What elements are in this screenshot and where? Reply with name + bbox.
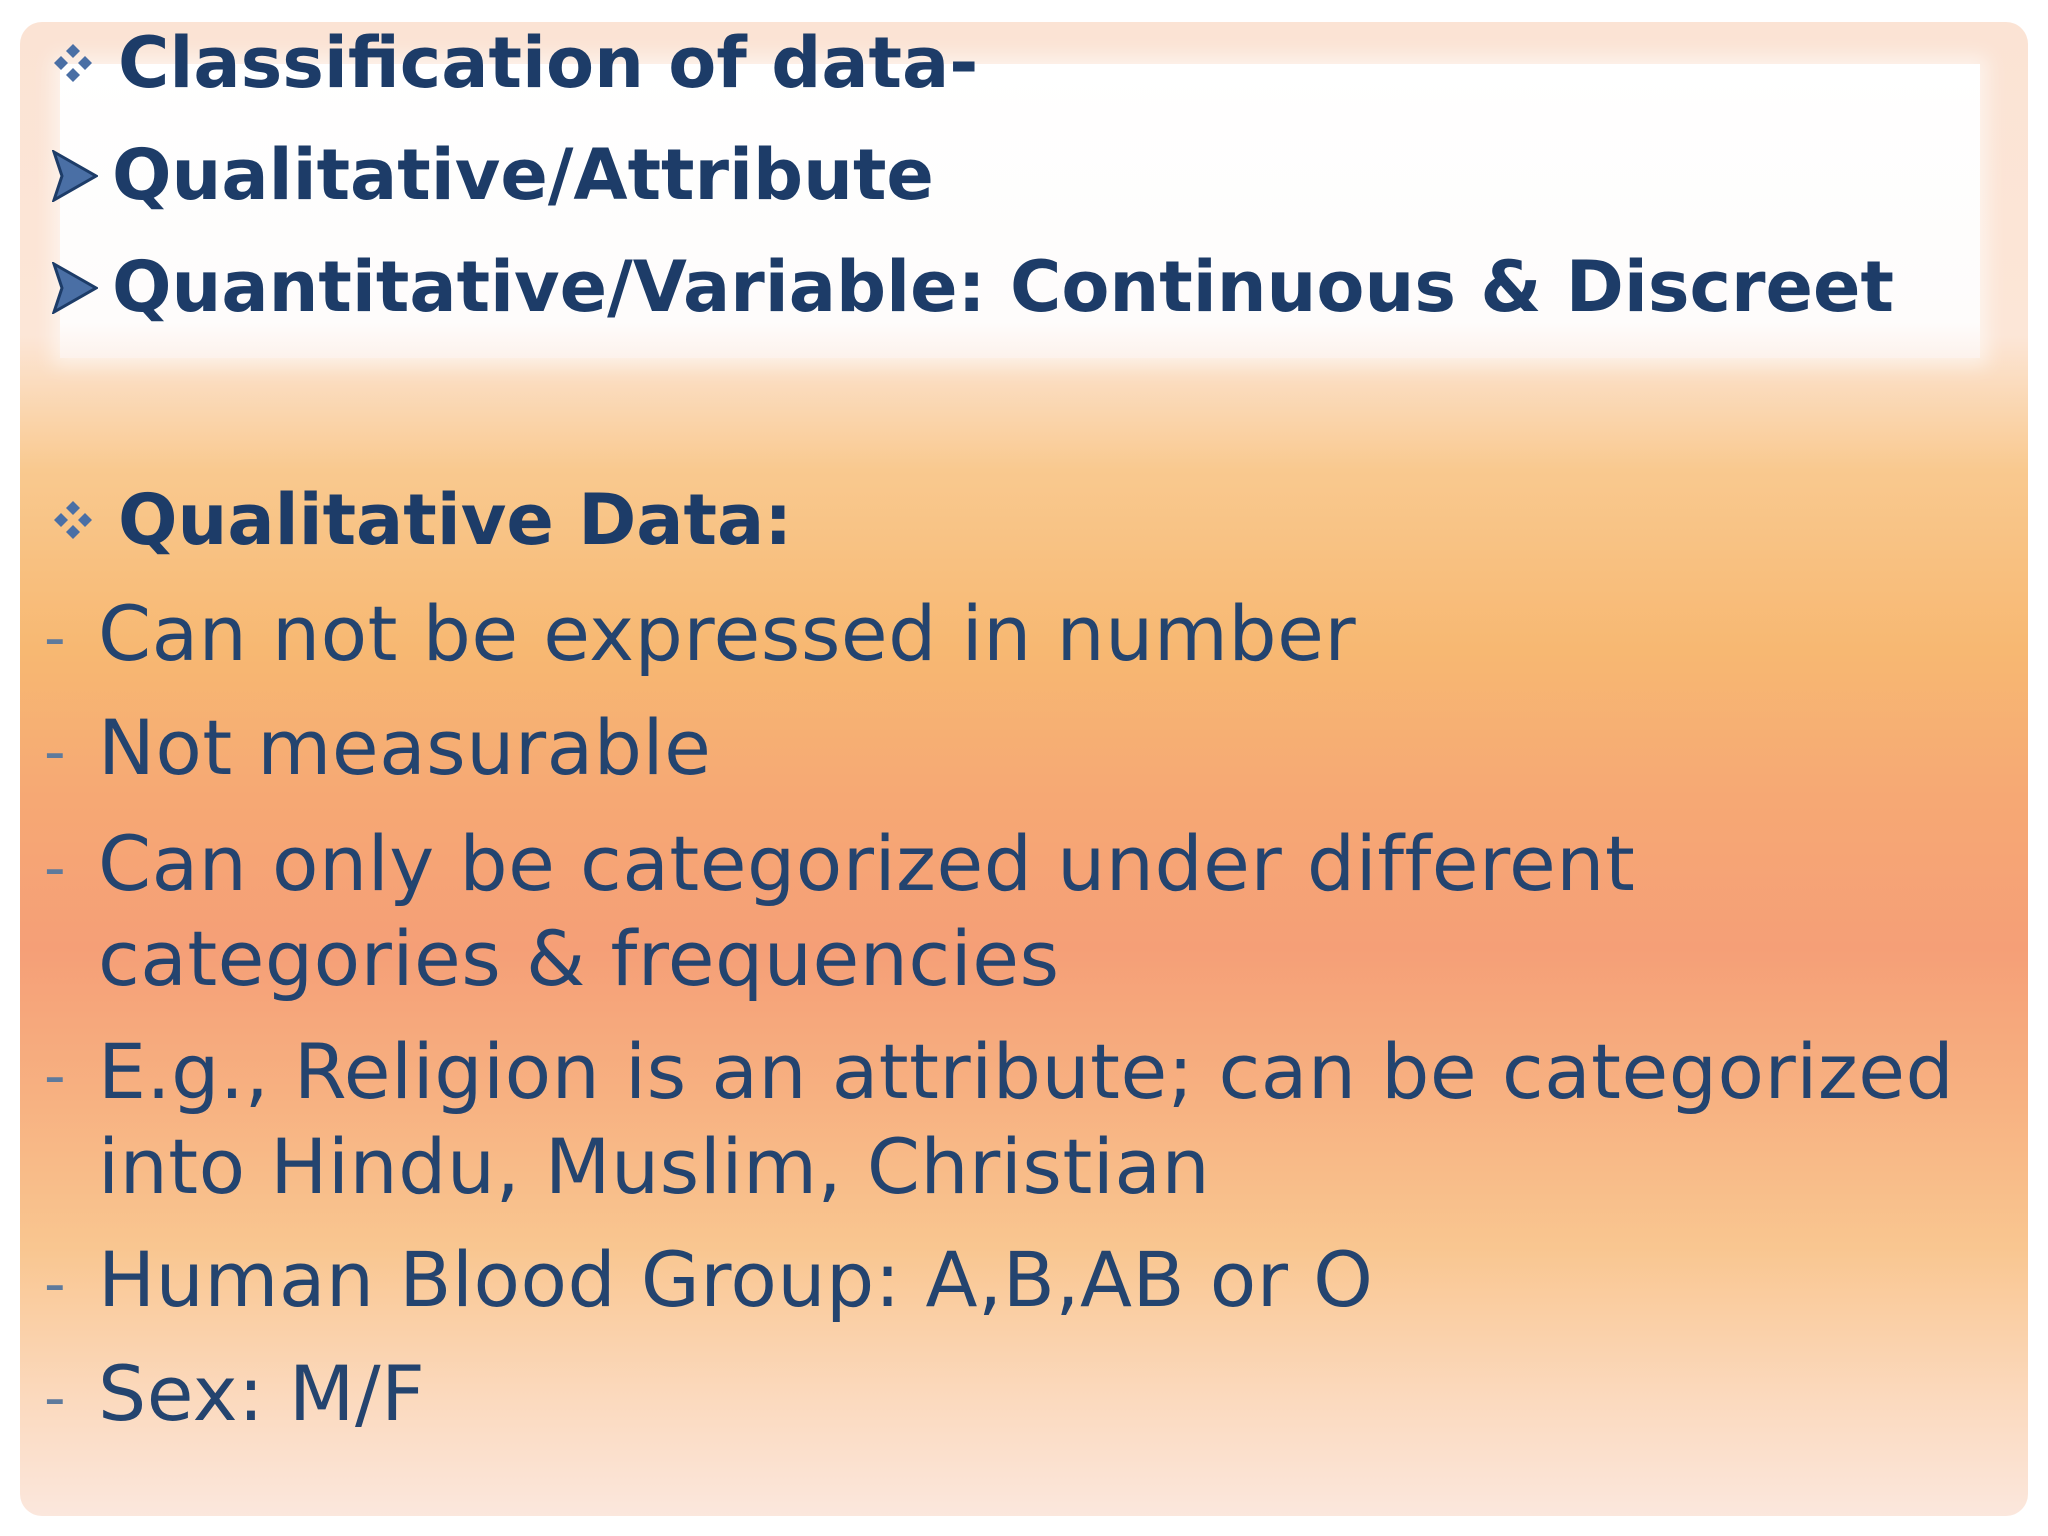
list-item: Sex: M/F [98, 1349, 426, 1438]
arrow-bullet-icon [52, 262, 98, 314]
bullet-qualitative-attribute: Qualitative/Attribute [112, 134, 934, 216]
classification-heading: Classification of data- [118, 22, 979, 104]
item-dash: - [44, 1041, 66, 1111]
list-item: Human Blood Group: A,B,AB or O [98, 1235, 1374, 1324]
item-dash: - [44, 1249, 66, 1319]
list-item: Can only be categorized under different [98, 819, 1636, 908]
list-item: Can not be expressed in number [98, 589, 1357, 678]
section-title: Qualitative Data: [118, 479, 793, 561]
bullet-quantitative-variable: Quantitative/Variable: Continuous & Discreet [112, 246, 1894, 328]
list-item: Not measurable [98, 703, 712, 792]
list-item-continuation: categories & frequencies [98, 914, 1060, 1003]
four-diamond-bullet-icon [50, 497, 96, 543]
list-item-continuation: into Hindu, Muslim, Christian [98, 1122, 1211, 1211]
item-dash: - [44, 833, 66, 903]
four-diamond-bullet-icon [50, 40, 96, 86]
item-dash: - [44, 1363, 66, 1433]
item-dash: - [44, 717, 66, 787]
arrow-bullet-icon [52, 150, 98, 202]
item-dash: - [44, 603, 66, 673]
list-item: E.g., Religion is an attribute; can be categorized [98, 1027, 1955, 1116]
